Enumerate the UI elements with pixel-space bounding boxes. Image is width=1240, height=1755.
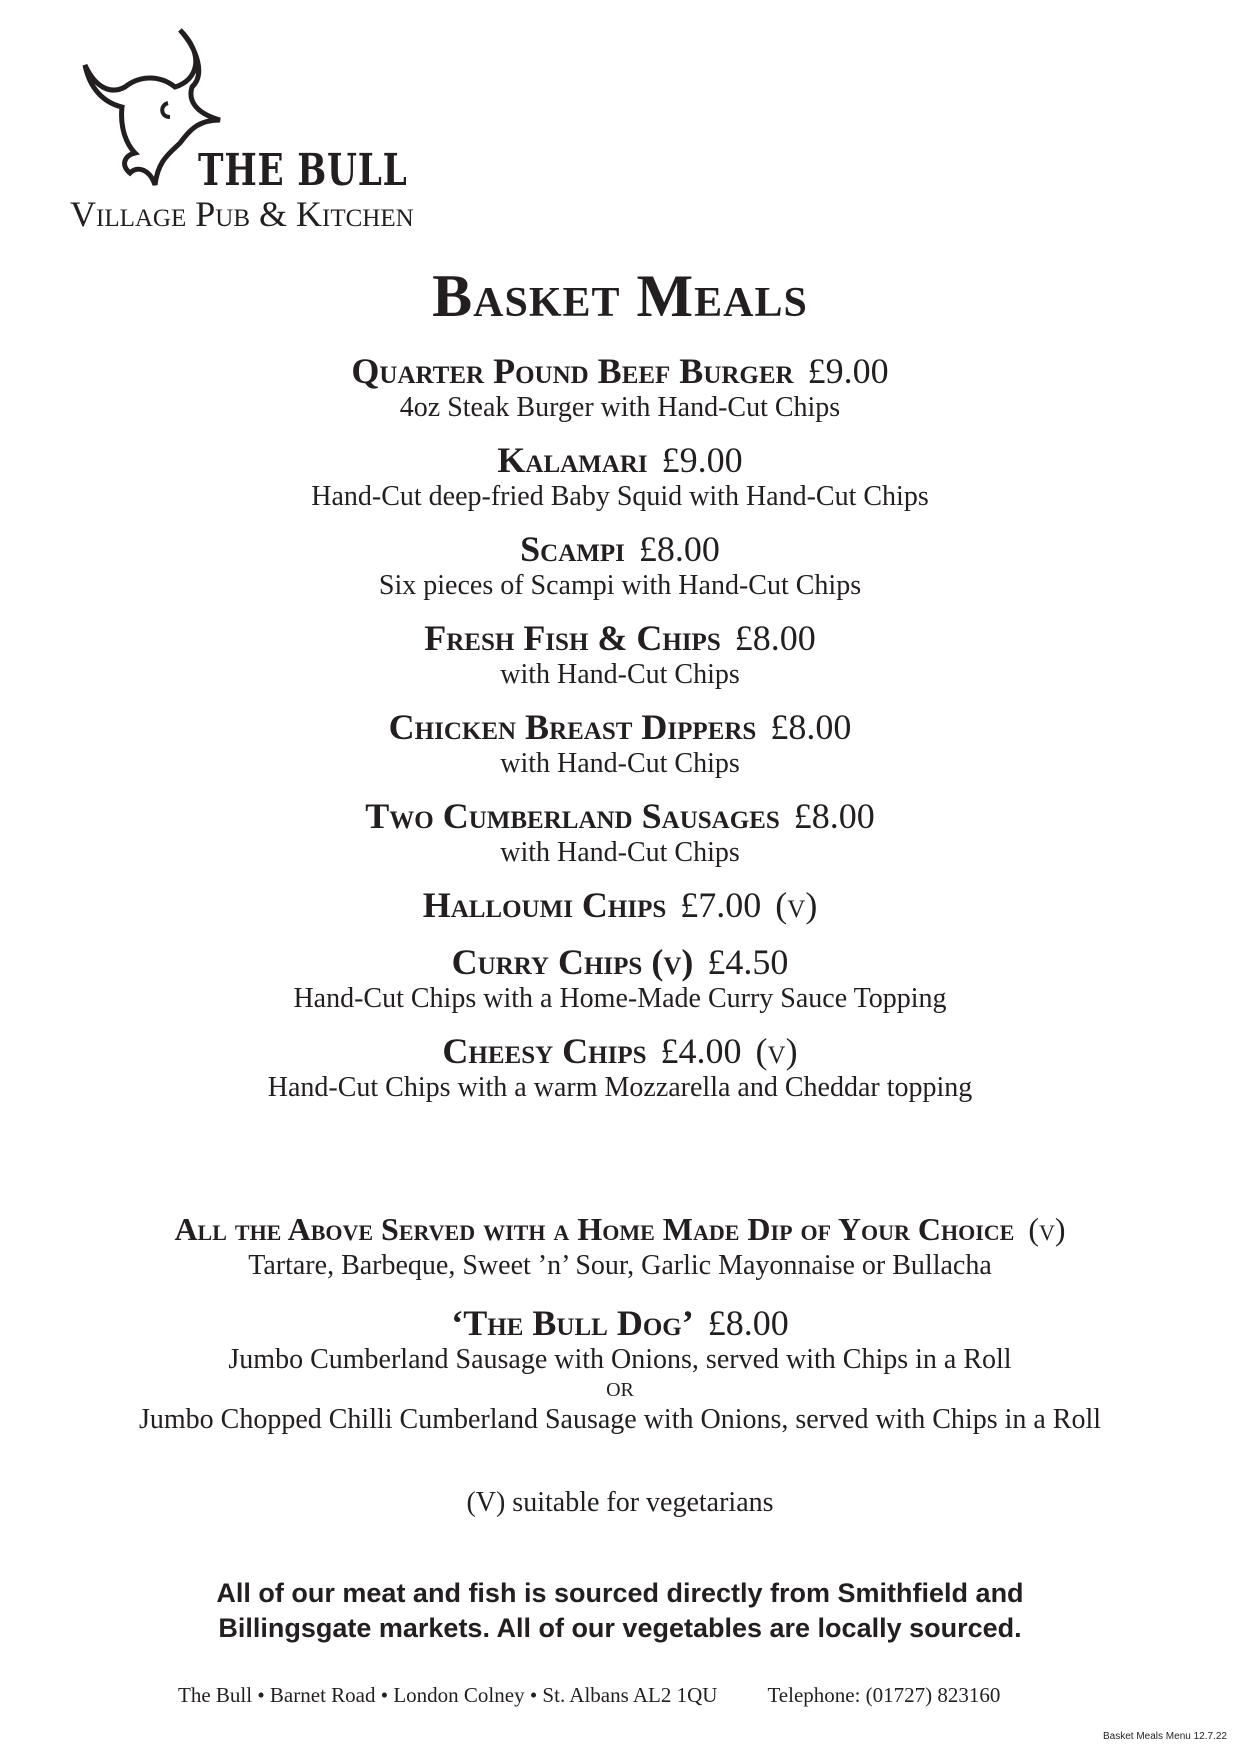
menu-item [0, 528, 1240, 602]
menu-item [0, 941, 1240, 1015]
sourcing-line-2: Billingsgate markets. All of our vegetables are locally sourced. [218, 1613, 1022, 1643]
bulldog-price: £8.00 [707, 1303, 789, 1343]
menu-item [0, 1030, 1240, 1104]
veg-marker: (v) [775, 885, 818, 925]
menu-item [0, 350, 1240, 424]
item-price: £4.00 [660, 1031, 742, 1071]
menu-item [0, 439, 1240, 513]
brand-name: THE BULL [198, 145, 408, 196]
item-description: Six pieces of Scampi with Hand-Cut Chips [378, 570, 862, 601]
vegetarian-note: (V) suitable for vegetarians [466, 1487, 774, 1518]
item-name: Chicken Breast Dippers [388, 707, 757, 747]
dip-heading: All the Above Served with a Home Made Dip of Your Choice [174, 1211, 1015, 1247]
menu-list [0, 350, 1240, 1119]
item-name: Two Cumberland Sausages [365, 796, 780, 836]
item-description: with Hand-Cut Chips [500, 837, 740, 868]
item-description: Hand-Cut Chips with a Home-Made Curry Sauce Topping [293, 983, 947, 1014]
telephone: Telephone: (01727) 823160 [767, 1683, 1001, 1707]
logo [70, 25, 490, 235]
menu-item [0, 617, 1240, 691]
item-price: £8.00 [793, 796, 875, 836]
or-separator: OR [606, 1379, 634, 1401]
item-description: Hand-Cut deep-fried Baby Squid with Hand-Cut Chips [311, 481, 929, 512]
item-description: 4oz Steak Burger with Hand-Cut Chips [399, 392, 841, 423]
sourcing-note [0, 1576, 1240, 1646]
item-name: Halloumi Chips [422, 885, 667, 925]
dip-options: Tartare, Barbeque, Sweet ’n’ Sour, Garlic Mayonnaise or Bullacha [248, 1250, 992, 1281]
item-description: with Hand-Cut Chips [500, 659, 740, 690]
item-name: Quarter Pound Beef Burger [351, 351, 794, 391]
menu-item [0, 795, 1240, 869]
item-price: £8.00 [638, 529, 720, 569]
veg-marker: (v) [1028, 1211, 1066, 1247]
item-price: £9.00 [807, 351, 889, 391]
item-price: £7.00 [680, 885, 762, 925]
menu-version: Basket Meals Menu 12.7.22 [1103, 1731, 1227, 1742]
brand-tagline: Village Pub & Kitchen [70, 194, 414, 234]
menu-item [0, 706, 1240, 780]
item-price: £9.00 [661, 440, 743, 480]
item-name: Cheesy Chips [442, 1031, 647, 1071]
item-price: £8.00 [734, 618, 816, 658]
dip-section [0, 1208, 1240, 1282]
item-description: Hand-Cut Chips with a warm Mozzarella and Cheddar topping [267, 1072, 973, 1103]
sourcing-line-1: All of our meat and fish is sourced directly from Smithfield and [216, 1578, 1024, 1608]
item-name: Fresh Fish & Chips [424, 618, 721, 658]
veg-marker: (v) [755, 1031, 798, 1071]
bulldog-option-1: Jumbo Cumberland Sausage with Onions, served with Chips in a Roll [228, 1344, 1012, 1375]
page-title: Basket Meals [432, 263, 808, 329]
footer [178, 1683, 1000, 1708]
bulldog-option-2: Jumbo Chopped Chilli Cumberland Sausage with Onions, served with Chips in a Roll [138, 1404, 1102, 1435]
item-name: Kalamari [497, 440, 648, 480]
item-name: Curry Chips (v) [451, 942, 694, 982]
item-price: £4.50 [707, 942, 789, 982]
item-price: £8.00 [770, 707, 852, 747]
bulldog-section [0, 1302, 1240, 1436]
bulldog-name: ‘The Bull Dog’ [451, 1303, 694, 1343]
item-name: Scampi [520, 529, 625, 569]
address: The Bull • Barnet Road • London Colney • St. Albans AL2 1QU [178, 1683, 718, 1707]
menu-item [0, 884, 1240, 926]
item-description: with Hand-Cut Chips [500, 748, 740, 779]
